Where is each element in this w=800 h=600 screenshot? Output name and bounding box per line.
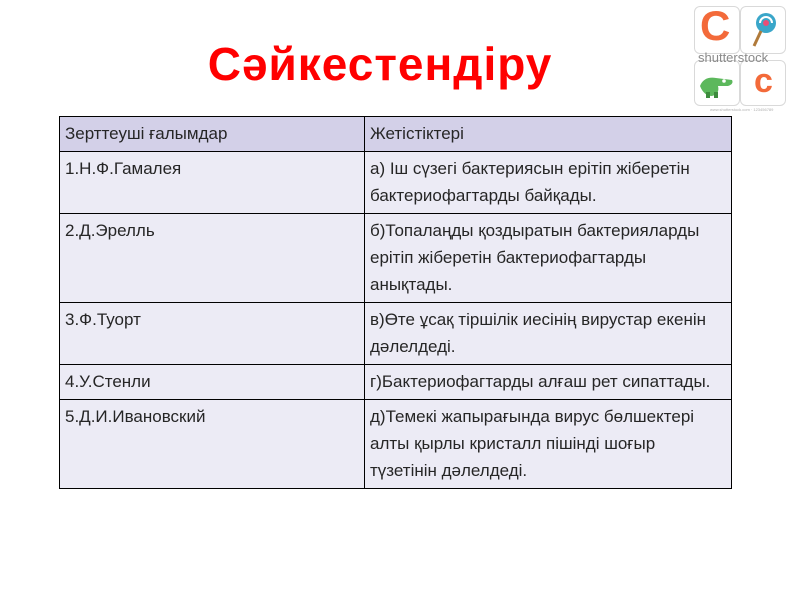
logo-letter-lower: c bbox=[754, 62, 773, 100]
column-header-scientists: Зерттеуші ғалымдар bbox=[60, 117, 365, 152]
watermark-text: shutterstock bbox=[698, 50, 769, 65]
achievement-cell: д)Темекі жапырағында вирус бөлшектері алты қырлы кристалл пішінді шоғыр түзетінін дәлелдеді. bbox=[365, 400, 732, 489]
shutterstock-image bbox=[692, 4, 788, 116]
table-row bbox=[60, 214, 732, 303]
table-row bbox=[60, 303, 732, 365]
achievement-cell: б)Топалаңды қоздыратын бактерияларды ерітіп жіберетін бактериофагтарды анықтады. bbox=[365, 214, 732, 303]
scientist-cell: 1.Н.Ф.Гамалея bbox=[60, 152, 365, 214]
table-header-row bbox=[60, 117, 732, 152]
table-row bbox=[60, 400, 732, 489]
scientist-cell: 3.Ф.Туорт bbox=[60, 303, 365, 365]
achievement-cell: в)Өте ұсақ тіршілік иесінің вирустар екенін дәлелдеді. bbox=[365, 303, 732, 365]
achievement-cell: а) Іш сүзегі бактериясын ерітіп жіберетін бактериофагтарды байқады. bbox=[365, 152, 732, 214]
matching-table bbox=[59, 116, 732, 489]
table-row bbox=[60, 152, 732, 214]
scientist-cell: 5.Д.И.Ивановский bbox=[60, 400, 365, 489]
crocodile-icon bbox=[698, 70, 736, 100]
lollipop-icon bbox=[750, 10, 780, 50]
table-row bbox=[60, 365, 732, 400]
column-header-achievements: Жетістіктері bbox=[365, 117, 732, 152]
slide-title: Сәйкестендіру bbox=[207, 38, 553, 90]
achievement-cell: г)Бактериофагтарды алғаш рет сипаттады. bbox=[365, 365, 732, 400]
logo-letter-upper: C bbox=[700, 2, 731, 49]
scientist-cell: 2.Д.Эрелль bbox=[60, 214, 365, 303]
logo-fine-print: www.shutterstock.com · 123456789 bbox=[710, 107, 774, 112]
scientist-cell: 4.У.Стенли bbox=[60, 365, 365, 400]
